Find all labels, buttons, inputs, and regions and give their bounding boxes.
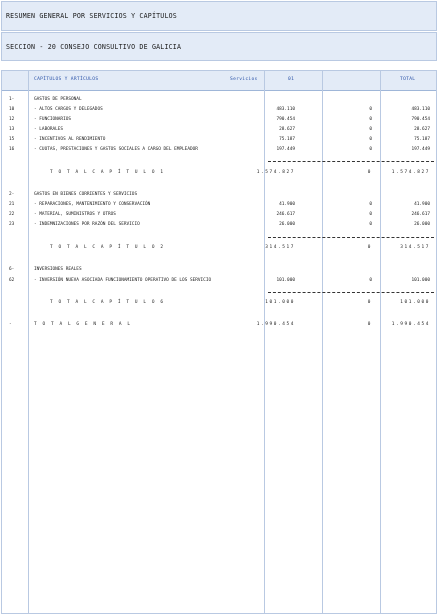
- row-description: - INVERSIÓN NUEVA ASOCIADA FUNCIONAMIENTO OPERATIVO DE LOS SERVICIO: [34, 278, 212, 283]
- table-row: [2, 115, 436, 125]
- row-value: 314.517: [265, 245, 295, 250]
- header-col01: 01: [288, 77, 295, 82]
- row-description: GASTOS DE PERSONAL: [34, 97, 82, 102]
- subtotal-rule: [268, 292, 434, 293]
- subtotal-rule: [268, 161, 434, 162]
- row-code: 1-: [9, 97, 15, 102]
- table-row: [2, 276, 436, 286]
- row-code: 12: [9, 117, 15, 122]
- row-value: 314.517: [400, 245, 430, 250]
- row-value: 0: [367, 245, 372, 250]
- row-value: 0: [369, 222, 372, 227]
- row-code: 10: [9, 107, 15, 112]
- subtotal-row: [2, 168, 436, 178]
- row-value: 790.454: [411, 117, 430, 122]
- header-capitulos: CAPÍTULOS Y ARTÍCULOS: [34, 77, 99, 82]
- row-value: 0: [369, 147, 372, 152]
- row-description: INVERSIONES REALES: [34, 267, 82, 272]
- subtotal-row: [2, 243, 436, 253]
- header-total: TOTAL: [400, 77, 416, 82]
- row-value: 41.900: [279, 202, 295, 207]
- row-code: 2-: [9, 192, 15, 197]
- row-value: 0: [367, 322, 372, 327]
- row-description: - INDEMNIZACIONES POR RAZÓN DEL SERVICIO: [34, 222, 140, 227]
- grand-total-row: [2, 320, 436, 330]
- row-value: 483.110: [276, 107, 295, 112]
- row-description: T O T A L G E N E R A L: [34, 322, 132, 327]
- row-value: 101.000: [411, 278, 430, 283]
- row-value: 101.000: [400, 300, 430, 305]
- row-value: 0: [369, 117, 372, 122]
- row-description: - MATERIAL, SUMINISTROS Y OTROS: [34, 212, 116, 217]
- row-value: 41.900: [414, 202, 430, 207]
- row-code: 23: [9, 222, 15, 227]
- row-value: 0: [369, 107, 372, 112]
- row-value: 26.000: [279, 222, 295, 227]
- row-description: - LABORALES: [34, 127, 64, 132]
- row-description: - REPARACIONES, MANTENIMIENTO Y CONSERVACIÓN: [34, 202, 151, 207]
- table-row: [2, 190, 436, 200]
- header-servicios: Servicios: [230, 77, 258, 82]
- table-row: [2, 95, 436, 105]
- row-value: 483.110: [411, 107, 430, 112]
- row-description: - INCENTIVOS AL RENDIMIENTO: [34, 137, 106, 142]
- row-description: T O T A L C A P Í T U L O 2: [50, 245, 165, 250]
- row-code: 6-: [9, 267, 15, 272]
- row-code: 15: [9, 137, 15, 142]
- row-value: 246.617: [276, 212, 295, 217]
- table-row: [2, 135, 436, 145]
- row-value: 1.990.454: [256, 322, 295, 327]
- section-title: SECCION - 20 CONSEJO CONSULTIVO DE GALICIA: [1, 32, 437, 61]
- row-code: 22: [9, 212, 15, 217]
- row-value: 75.187: [414, 137, 430, 142]
- row-value: 0: [367, 300, 372, 305]
- row-description: - ALTOS CARGOS Y DELEGADOS: [34, 107, 103, 112]
- row-code: 13: [9, 127, 15, 132]
- row-code: 16: [9, 147, 15, 152]
- report-title: RESUMEN GENERAL POR SERVICIOS Y CAPÍTULOS: [1, 1, 437, 31]
- row-value: 0: [369, 137, 372, 142]
- row-value: 0: [369, 127, 372, 132]
- table-row: [2, 265, 436, 275]
- row-value: 0: [369, 212, 372, 217]
- table-header: [2, 71, 436, 91]
- row-value: 0: [369, 278, 372, 283]
- row-value: 75.187: [279, 137, 295, 142]
- table-row: [2, 210, 436, 220]
- row-value: 246.617: [411, 212, 430, 217]
- row-description: GASTOS EN BIENES CORRIENTES Y SERVICIOS: [34, 192, 138, 197]
- row-value: 197.449: [276, 147, 295, 152]
- row-value: 1.574.827: [256, 170, 295, 175]
- summary-table: [1, 70, 437, 614]
- row-value: 0: [367, 170, 372, 175]
- subtotal-row: [2, 298, 436, 308]
- row-value: 0: [369, 202, 372, 207]
- row-value: 1.990.454: [391, 322, 430, 327]
- row-value: 28.627: [414, 127, 430, 132]
- row-value: 101.000: [276, 278, 295, 283]
- row-description: T O T A L C A P Í T U L O 1: [50, 170, 165, 175]
- row-value: 197.449: [411, 147, 430, 152]
- row-value: 790.454: [276, 117, 295, 122]
- row-description: - FUNCIONARIOS: [34, 117, 72, 122]
- table-row: [2, 200, 436, 210]
- table-row: [2, 220, 436, 230]
- row-value: 101.000: [265, 300, 295, 305]
- table-row: [2, 145, 436, 155]
- table-row: [2, 125, 436, 135]
- row-code: -: [9, 322, 14, 327]
- row-value: 1.574.827: [391, 170, 430, 175]
- row-code: 21: [9, 202, 15, 207]
- row-value: 26.000: [414, 222, 430, 227]
- row-description: - CUOTAS, PRESTACIONES Y GASTOS SOCIALES A CARGO DEL EMPLEADOR: [34, 147, 198, 152]
- row-code: 62: [9, 278, 15, 283]
- row-value: 28.627: [279, 127, 295, 132]
- row-description: T O T A L C A P Í T U L O 6: [50, 300, 165, 305]
- table-row: [2, 105, 436, 115]
- subtotal-rule: [268, 237, 434, 238]
